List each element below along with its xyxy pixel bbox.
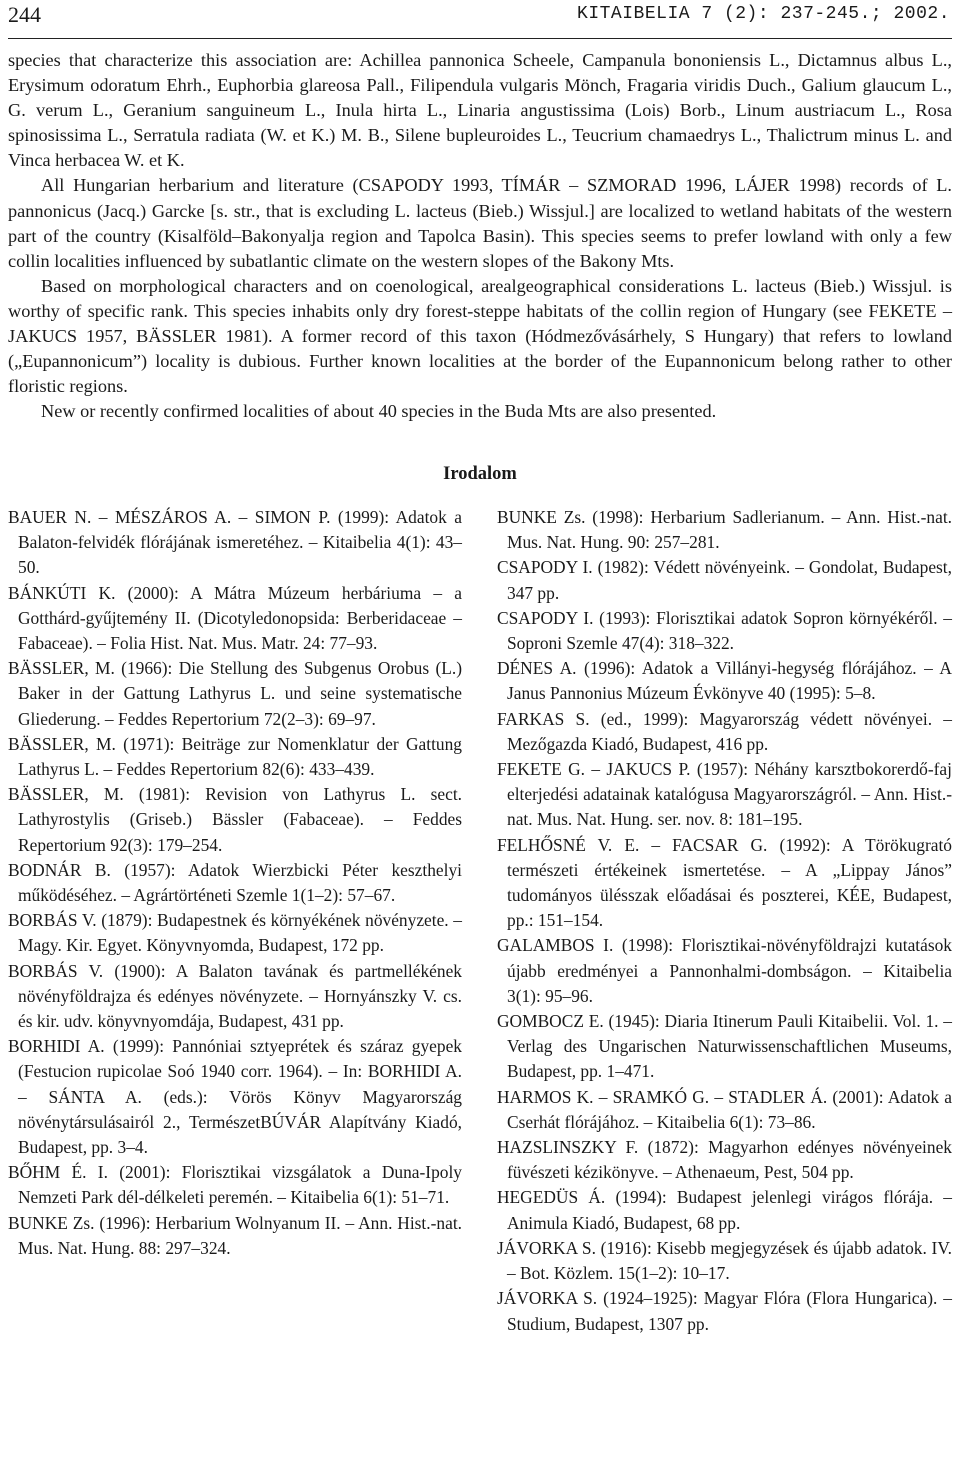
reference-entry: BUNKE Zs. (1996): Herbarium Wolnyanum II. – Ann. Hist.-nat. Mus. Nat. Hung. 88: 297–324. xyxy=(8,1212,462,1258)
reference-entry: BÁNKÚTI K. (2000): A Mátra Múzeum herbáriuma – a Gotthárd-gyűjtemény II. (Dicotyledonopsida: Berberidaceae – Fabaceae). – Folia Hist. Nat. Mus. Matr. 24: 77–93. xyxy=(8,582,462,654)
references-left-column xyxy=(8,505,462,1261)
reference-entry: DÉNES A. (1996): Adatok a Villányi-hegység flórájához. – A Janus Pannonius Múzeum Évkönyve 40 (1995): 5–8. xyxy=(497,658,952,704)
reference-entry: BORBÁS V. (1879): Budapestnek és környékének növényzete. – Magy. Kir. Egyet. Könyvnyomda, Budapest, 172 pp. xyxy=(8,910,462,956)
reference-entry: BÄSSLER, M. (1981): Revision von Lathyrus L. sect. Lathyrostylis (Griseb.) Bässler (Fabaceae). – Feddes Repertorium 92(3): 179–254. xyxy=(8,784,462,855)
references-right-column xyxy=(497,505,952,1337)
reference-entry: GOMBOCZ E. (1945): Diaria Itinerum Pauli Kitaibelii. Vol. 1. – Verlag des Ungarischen Naturwissenschaftlichen Museums, Budapest, pp. 1–471. xyxy=(497,1011,952,1082)
section-heading: Irodalom xyxy=(443,464,517,484)
reference-entry: BÄSSLER, M. (1966): Die Stellung des Subgenus Orobus (L.) Baker in der Gattung Lathyrus L. und seine systematische Gliederung. – Feddes Repertorium 72(2–3): 69–97. xyxy=(8,658,462,729)
journal-citation: KITAIBELIA 7 (2): 237-245.; 2002. xyxy=(577,4,950,24)
reference-entry: JÁVORKA S. (1916): Kisebb megjegyzések és újabb adatok. IV. – Bot. Közlem. 15(1–2): 10–17. xyxy=(497,1237,952,1284)
reference-entry: FELHŐSNÉ V. E. – FACSAR G. (1992): A Törökugrató természeti értékeinek ismertetése. – A „Lippay János” tudományos ülésszak előadásai és poszterei, KÉE, Budapest, pp.: 151–154. xyxy=(497,834,952,931)
reference-entry: HARMOS K. – SRAMKÓ G. – STADLER Á. (2001): Adatok a Cserhát flórájához. – Kitaibelia 6(1): 73–86. xyxy=(497,1086,952,1132)
reference-entry: FEKETE G. – JAKUCS P. (1957): Néhány karsztbokorerdő-faj elterjedési adatainak katalógusa Magyarországról. – Ann. Hist.-nat. Mus. Nat. Hung. ser. nov. 8: 181–195. xyxy=(497,759,952,830)
reference-entry: FARKAS S. (ed., 1999): Magyarország védett növényei. – Mezőgazda Kiadó, Budapest, 416 pp. xyxy=(497,708,952,754)
reference-entry: HEGEDÜS Á. (1994): Budapest jelenlegi virágos flórája. – Animula Kiadó, Budapest, 68 pp. xyxy=(497,1187,952,1233)
reference-entry: JÁVORKA S. (1924–1925): Magyar Flóra (Flora Hungarica). – Studium, Budapest, 1307 pp. xyxy=(497,1288,952,1334)
reference-entry: BŐHM É. I. (2001): Florisztikai vizsgálatok a Duna-Ipoly Nemzeti Park dél-délkeleti peremén. – Kitaibelia 6(1): 51–71. xyxy=(8,1162,462,1208)
morphology-paragraph: Based on morphological characters and on coenological, arealgeographical considerations L. lacteus (Bieb.) Wissjul. is worthy of specific rank. This species inhabits only dry forest-steppe habitats of the collin region of Hungary (see FEKETE – JAKUCS 1957, BÄSSLER 1981). A former record of this taxon (Hódmezővásárhely, S Hungary) that refers to lowland („Eupannonicum”) locality is dubious. Further known localities at the border of the Eupannonicum belong rather to other floristic regions. xyxy=(8,275,952,397)
page-header xyxy=(8,0,952,39)
herbarium-paragraph: All Hungarian herbarium and literature (CSAPODY 1993, TÍMÁR – SZMORAD 1996, LÁJER 1998) records of L. pannonicus (Jacq.) Garcke [s. str., that is excluding L. lacteus (Bieb.) Wissjul.] are localized to wetland habitats of the western part of the country (Kisalföld–Bakonyalja region and Tapolca Basin). This species seems to prefer lowland with only a few collin localities influenced by subatlantic climate on the western slopes of the Bakony Mts. xyxy=(8,175,952,271)
reference-entry: HAZSLINSZKY F. (1872): Magyarhon edényes növényeinek füvészeti kézikönyve. – Athenaeum, Pest, 504 pp. xyxy=(497,1137,952,1183)
reference-entry: GALAMBOS I. (1998): Florisztikai-növényföldrajzi kutatások újabb eredményei a Pannonhalmi-dombságon. – Kitaibelia 3(1): 95–96. xyxy=(497,935,952,1006)
reference-entry: BORBÁS V. (1900): A Balaton tavának és partmellékének növényföldrajza és edényes növényzete. – Hornyánszky V. cs. és kir. udv. könyvnyomdája, Budapest, 431 pp. xyxy=(8,960,462,1032)
localities-paragraph: New or recently confirmed localities of about 40 species in the Buda Mts are also presented. xyxy=(41,401,717,422)
reference-entry: BODNÁR B. (1957): Adatok Wierzbicki Péter keszthelyi működéséhez. – Agrártörténeti Szemle 1(1–2): 57–67. xyxy=(8,859,462,906)
reference-entry: BÄSSLER, M. (1971): Beiträge zur Nomenklatur der Gattung Lathyrus L. – Feddes Repertorium 82(6): 433–439. xyxy=(8,733,462,780)
reference-entry: CSAPODY I. (1982): Védett növényeink. – Gondolat, Budapest, 347 pp. xyxy=(497,557,952,603)
reference-entry: CSAPODY I. (1993): Florisztikai adatok Sopron környékéről. – Soproni Szemle 47(4): 318–322. xyxy=(497,607,952,654)
reference-entry: BAUER N. – MÉSZÁROS A. – SIMON P. (1999): Adatok a Balaton-felvidék flórájának ismeretéhez. – Kitaibelia 4(1): 43–50. xyxy=(8,507,462,578)
page-number: 244 xyxy=(8,2,41,27)
species-paragraph: species that characterize this association are: Achillea pannonica Scheele, Campanula bononiensis L., Dictamnus albus L., Erysimum odoratum Ehrh., Euphorbia glareosa Pall., Filipendula vulgaris Mönch, Fragaria viridis Duch., Galium glaucum L., G. verum L., Geranium sanguineum L., Inula hirta L., Linaria angustissima (Lois) Borb., Linum austriacum L., Rosa spinosissima L., Serratula radiata (W. et K.) M. B., Silene bupleuroides L., Teucrium chamaedrys L., Thalictrum minus L. and Vinca herbacea W. et K. xyxy=(8,50,952,171)
reference-entry: BORHIDI A. (1999): Pannóniai sztyeprétek és száraz gyepek (Festucion rupicolae Soó 1940 corr. 1964). – In: BORHIDI A. – SÁNTA A. (eds.): Vörös Könyv Magyarország növénytársulásairól 2., TermészetBÚVÁR Alapítvány Kiadó, Budapest, pp. 3–4. xyxy=(8,1036,462,1158)
reference-entry: BUNKE Zs. (1998): Herbarium Sadlerianum. – Ann. Hist.-nat. Mus. Nat. Hung. 90: 257–281. xyxy=(497,507,952,553)
abstract-body xyxy=(8,48,952,424)
